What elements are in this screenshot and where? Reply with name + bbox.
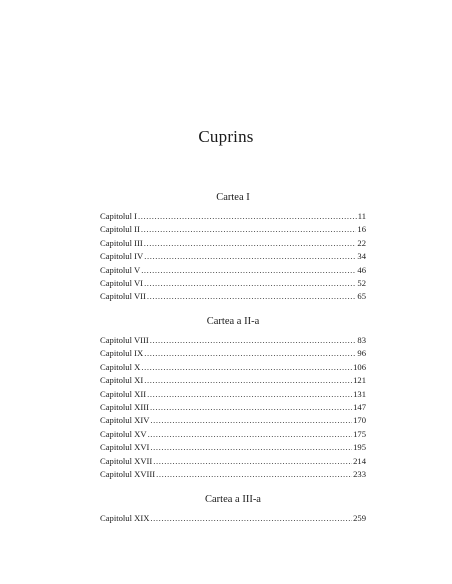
toc-entry[interactable] bbox=[100, 512, 366, 525]
toc-entry[interactable] bbox=[100, 441, 366, 454]
chapter-label: Capitolul II bbox=[100, 224, 140, 235]
page-number: 214 bbox=[353, 455, 366, 466]
book-section-2 bbox=[100, 315, 366, 481]
chapter-label: Capitolul XIII bbox=[100, 401, 149, 412]
page-number: 175 bbox=[353, 428, 366, 439]
dot-leader bbox=[144, 237, 357, 250]
page-number: 147 bbox=[353, 401, 366, 412]
toc-entry[interactable] bbox=[100, 210, 366, 223]
page-number: 96 bbox=[357, 348, 366, 359]
chapter-label: Capitolul IX bbox=[100, 348, 144, 359]
toc-entry[interactable] bbox=[100, 455, 366, 468]
toc-entry[interactable] bbox=[100, 401, 366, 414]
dot-leader bbox=[138, 210, 357, 223]
toc-entry[interactable] bbox=[100, 361, 366, 374]
page-number: 46 bbox=[357, 264, 366, 275]
chapter-label: Capitolul XVII bbox=[100, 455, 153, 466]
chapter-label: Capitolul XII bbox=[100, 388, 147, 399]
page-number: 34 bbox=[357, 251, 366, 262]
book-heading: Cartea a III-a bbox=[205, 494, 261, 505]
dot-leader bbox=[141, 361, 352, 374]
chapter-label: Capitolul X bbox=[100, 361, 141, 372]
dot-leader bbox=[150, 401, 352, 414]
toc-entry[interactable] bbox=[100, 290, 366, 303]
page-number: 170 bbox=[353, 415, 366, 426]
page-number: 121 bbox=[353, 375, 366, 386]
page-number: 11 bbox=[357, 211, 366, 221]
page-number: 259 bbox=[353, 513, 366, 523]
dot-leader bbox=[150, 512, 352, 525]
page-number: 233 bbox=[353, 468, 366, 479]
page-number: 195 bbox=[353, 442, 366, 453]
toc-entry[interactable] bbox=[100, 388, 366, 401]
chapter-label: Capitolul XVI bbox=[100, 442, 150, 453]
toc-entry[interactable] bbox=[100, 468, 366, 481]
toc-entry[interactable] bbox=[100, 237, 366, 250]
page-number: 16 bbox=[357, 224, 366, 235]
book-section-3 bbox=[100, 493, 366, 525]
toc-entry[interactable] bbox=[100, 428, 366, 441]
chapter-label: Capitolul IV bbox=[100, 251, 144, 262]
chapter-label: Capitolul I bbox=[100, 211, 137, 221]
dot-leader bbox=[150, 334, 357, 347]
page-title: Cuprins bbox=[198, 127, 254, 146]
chapter-label: Capitolul III bbox=[100, 237, 143, 248]
dot-leader bbox=[141, 223, 357, 236]
page-number: 131 bbox=[353, 388, 366, 399]
chapter-label: Capitolul VII bbox=[100, 291, 146, 302]
dot-leader bbox=[148, 428, 353, 441]
toc-entry[interactable] bbox=[100, 374, 366, 387]
chapter-label: Capitolul XIV bbox=[100, 415, 150, 426]
dot-leader bbox=[147, 290, 356, 303]
page-number: 52 bbox=[357, 277, 366, 288]
dot-leader bbox=[147, 388, 352, 401]
toc-entry[interactable] bbox=[100, 223, 366, 236]
dot-leader bbox=[150, 441, 352, 454]
toc-entry[interactable] bbox=[100, 277, 366, 290]
dot-leader bbox=[141, 264, 356, 277]
book-section-1 bbox=[100, 191, 366, 304]
book-heading: Cartea I bbox=[216, 192, 250, 203]
dot-leader bbox=[144, 374, 352, 387]
chapter-label: Capitolul VIII bbox=[100, 335, 149, 345]
chapter-label: Capitolul V bbox=[100, 264, 141, 275]
chapter-label: Capitolul XIX bbox=[100, 513, 150, 523]
dot-leader bbox=[144, 277, 356, 290]
page-number: 22 bbox=[357, 237, 366, 248]
toc-entry[interactable] bbox=[100, 264, 366, 277]
page-number: 106 bbox=[353, 361, 366, 372]
dot-leader bbox=[153, 455, 352, 468]
toc-entry[interactable] bbox=[100, 414, 366, 427]
chapter-label: Capitolul VI bbox=[100, 277, 144, 288]
chapter-label: Capitolul XI bbox=[100, 375, 144, 386]
dot-leader bbox=[156, 468, 352, 481]
book-heading: Cartea a II-a bbox=[206, 316, 260, 327]
toc-entry[interactable] bbox=[100, 334, 366, 347]
toc-entry[interactable] bbox=[100, 250, 366, 263]
dot-leader bbox=[144, 250, 356, 263]
chapter-label: Capitolul XVIII bbox=[100, 468, 156, 479]
page-number: 65 bbox=[357, 291, 366, 302]
dot-leader bbox=[144, 347, 356, 360]
chapter-label: Capitolul XV bbox=[100, 428, 147, 439]
page-number: 83 bbox=[357, 335, 366, 345]
toc-entry[interactable] bbox=[100, 347, 366, 360]
dot-leader bbox=[150, 414, 352, 427]
